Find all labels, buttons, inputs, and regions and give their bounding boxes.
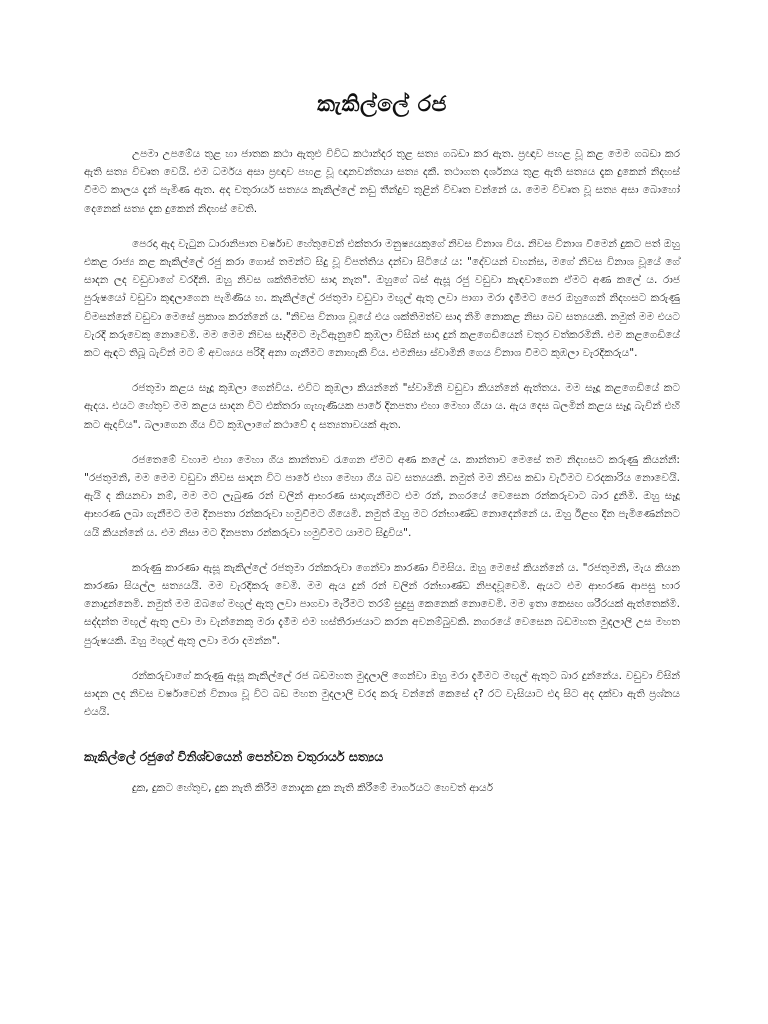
page-title: කැකිල්ලේ රජ [317,92,447,117]
paragraph-6: රන්කරුවාගේ කරුණු ඇසූ කැකිල්ලේ රජ බඩමහත මුදලාලි ගෙන්වා ඔහු මරා දැමීමට මඟුල් ඇතුට බාර දුන්නේය. වඩුවා විසින් සාදන ලද නිවස වර්ෂාවෙන් විනාශ වූ විට බඩ මහත මුදලාලි වරද කරු වන්නේ කෙසේ ද? රට වැසියාට එදා සිට අද දක්වා ඇති ප්‍රශ්නය එයයි. [84,669,680,719]
paragraph-7: දුක, දුකට හේතුව, දුක නැති කිරීම නොදැක දුක නැති කිරීමේ මාර්ගයට හෙවත් ආර්ය [132,782,493,795]
paragraph-5: කරුණු කාරණා ඇසූ කැකිල්ලේ රජතුමා රන්කරුවා ගෙන්වා කාරණා විමසිය. ඔහු මෙසේ කියන්නේ ය. "රජතුමනි, මැය කියන කාරණා සියල්ල සත්‍යයයි. මම වැරදිකරු වෙමි. මම ඇය දුන් රන් වලින් රන්භාණ්ඩ නිපදවූවෙමි. ඇයට එම ආභරණ ආපසු භාර නොදුන්නෙමි. නමුත් මම ඔබගේ මඟුල් ඇතු ලවා පාගවා මැරීමට තරම් සුදුසු කෙනෙක් නොවෙමි. මම ඉතා කෙසඟ ශරීරයක් ඇත්තෙක්මි. සද්දන්ත මඟුල් ඇතු ලවා මා වැන්නෙකු මරා දැමීම එම හස්තිරාජයාට කරන අවනම්බුවකි. නගරයේ වෙසෙන බඩමහත මුදලාලි උස මහත පුරුෂයකි. ඔහු මඟුල් ඇතු ලවා මරා දමන්න". [84,561,680,647]
paragraph-2: පෙරදා ඇද වැටුන ධාරානිපාත වර්ෂාව හේතුවෙන් එක්තරා මනුෂ්‍යයකුගේ නිවස විනාශ විය. නිවස විනාශ වීමෙන් දුකට පත් ඔහු එකළ රාජ්‍ය කළ කැකිල්ලේ රජු කරා ගොස් තමන්ට සිදු වූ විපත්තිය දන්වා සිටියේ ය: "දේවයන් වහන්ස, මගේ නිවස විනාශ වූයේ ගේ සාදන ලද වඩුවාගේ වරදිනි. ඔහු නිවස ශක්තිමත්ව සාදා නැත". ඔහුගේ බස් ඇසූ රජු වඩුවා කැඳවාගෙන ඒමට අණ කලේ ය. රාජ පුරුෂයෝ වඩුවා කුඳලාගෙන පැමිණිය හ. කැකිල්ලේ රජතුමා වඩුවා මඟුල් ඇතු ලවා පාගා මරා දැමීමට පෙර ඔහුගෙන් නිදහසට කරුණු විමසන්නේ වඩුවා මෙසේ ප්‍රකාශ කරන්නේ ය. "නිවස විනාශ වූයේ එය ශක්තිමත්ව සාදා නිමි නොකළ නිසා බව සත්‍යයකි. නමුත් මම එයට වැරදි කරුවෙකු නොවෙමි. මම මෙම නිවස සෑදීමට මැටිඇනුවේ කුඹලා විසින් සාදා දුන් කළගෙඩියෙන් වතුර වත්කරමිනි. එම කළගෙඩියේ කට ඇඳට තිබූ බැවින් මට ම් අවශ්‍යය පරිදි අනා ගැනීමට නොහැකි විය. එමනිසා ස්වාමිනි ගෙය විනාශ වීමට කුඹලා වැරදිකරුය". [84,237,680,360]
section-heading: කැකිල්ලේ රජුගේ විනිශ්චයෙන් පෙන්වන චතුරාර්ය සත්‍යය [84,749,384,765]
paragraph-3: රජතුමා කළය සෑදූ කුඹලා ගෙන්විය. එවිට කුඹලා කියන්නේ "ස්වාමිනි වඩුවා කියන්නේ ඇත්තය. මම සෑදූ කළගෙඩියේ කට ඇදය. එයට හේතුව මම කළය සාදන විට එක්තරා ගැහැණියක පාරේ දිනපතා එහා මෙහා ගියා ය. ඇය දෙස බලමින් කළය සෑදූ බැවින් එහි කට ඇදවිය". බලාගෙන ගිය විට කුඹලාගේ කථාවේ ද සත්‍යතාවයක් ඇත. [84,382,680,431]
paragraph-1: උපමා උපමේය තුළ හා ජාතක කථා ඇතුළු විවිධ කථාන්දර තුළ සත්‍ය ගබඩා කර ඇත. ප්‍රඥාව පහළ වූ කළ මෙම ගබඩා කර ඇති සත්‍ය විවෘත වෙයි. එම ධර්මය අසා ප්‍රඥාව පහළ වූ ඥානවන්තයා සත්‍ය දකී. තථාගත දර්ශනය තුළ ඇති සත්‍යය දැක දුකෙන් නිදහස් වීමට කාලය දැන් පැමිණ ඇත. අද චතුරාර්ය සත්‍යය කැකිල්ලේ නඩු තීන්දුව තුළින් විවෘත වන්නේ ය. මෙම විවෘත වූ සත්‍ය අසා බොහෝ දෙනෙක් සත්‍ය දැක දුකෙන් නිදහස් වෙති. [84,148,680,215]
paragraph-4: රජතෙමේ වහාම එහා මෙහා ගිය කාන්තාව රැගෙන ඒමට අණ කලේ ය. කාන්තාව මෙසේ තම නිදහසට කරුණු කියන්නී: "රජතුමනි, මම මෙම වඩුවා නිවස සාදන විට පාරේ එහා මෙහා ගිය බව සත්‍යයකි. නමුත් මම නිවස කඩා වැටීමට වරදකාරිය නොවෙයි. ඇයි ද කියනවා නම්, මම මට ලැබුණ රන් වලින් ආභරණ සාදාගැනීමට එම රන්, නගරයේ වෙසෙන රන්කරුවාට බාර දුනිමි. ඔහු සෑදූ ආභරණ ලබා ගැනීමට මම දිනපතා රන්කරුවා හමුවීමට ගියෙමි. නමුත් ඔහු මට රන්භාණ්ඩ නොදෙන්නේ ය. ඔහු ඊළඟ දින පැමිණෙන්නට යයි කියන්නේ ය. එම නිසා මට දිනපතා රන්කරුවා හමුවීමට යාමට සිදුවිය". [84,453,680,539]
